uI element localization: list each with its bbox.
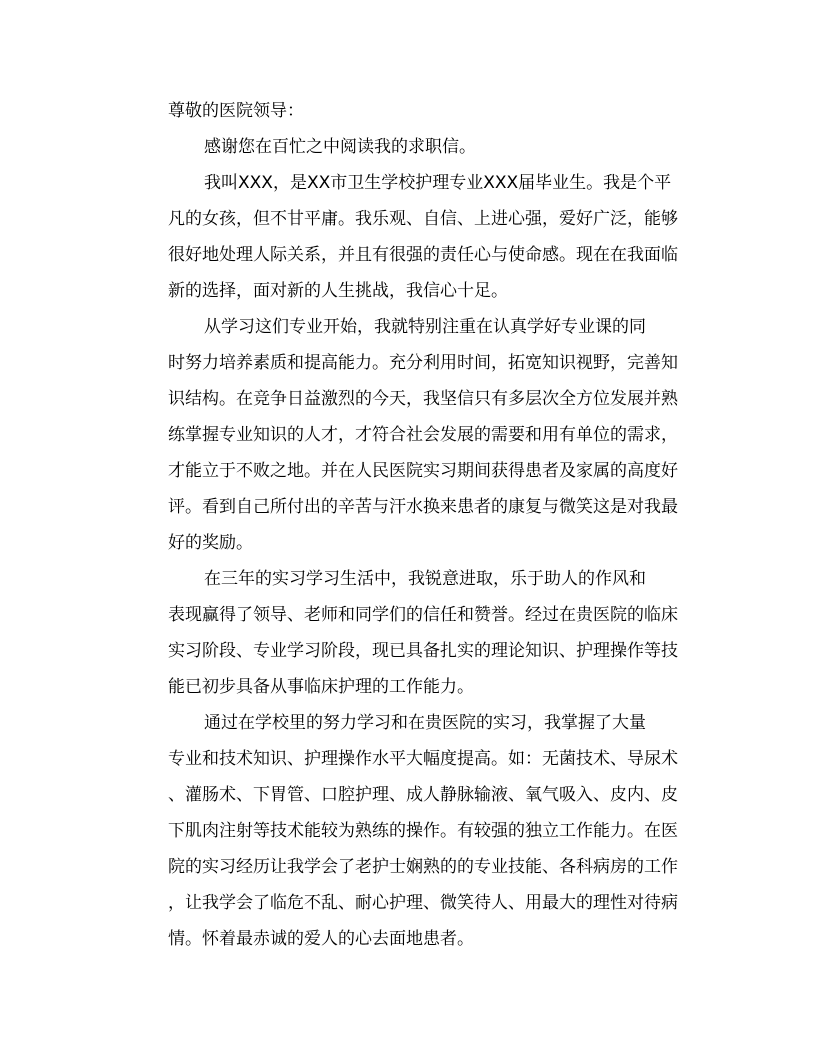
paragraph-4-line-4: 能已初步具备从事临床护理的工作能力。 — [168, 677, 474, 697]
paragraph-2-line-1: 我叫XXX，是XX市卫生学校护理专业XXX届毕业生。我是个平 — [204, 173, 672, 193]
paragraph-2-line-2: 凡的女孩，但不甘平庸。我乐观、自信、上进心强，爱好广泛，能够 — [168, 209, 678, 229]
paragraph-5-line-6: ，让我学会了临危不乱、耐心护理、微笑待人、用最大的理性对待病 — [168, 893, 678, 913]
paragraph-3-line-1: 从学习这们专业开始，我就特别注重在认真学好专业课的同 — [204, 317, 646, 337]
paragraph-5-line-5: 院的实习经历让我学会了老护士娴熟的的专业技能、各科病房的工作 — [168, 857, 678, 877]
paragraph-5-line-1: 通过在学校里的努力学习和在贵医院的实习，我掌握了大量 — [204, 713, 646, 733]
paragraph-5-line-7: 情。怀着最赤诚的爱人的心去面地患者。 — [168, 929, 474, 949]
paragraph-3-line-7: 好的奖励。 — [168, 533, 253, 553]
paragraph-4-line-3: 实习阶段、专业学习阶段，现已具备扎实的理论知识、护理操作等技 — [168, 641, 678, 661]
paragraph-4-line-2: 表现赢得了领导、老师和同学们的信任和赞誉。经过在贵医院的临床 — [168, 605, 678, 625]
paragraph-3-line-3: 识结构。在竞争日益激烈的今天，我坚信只有多层次全方位发展并熟 — [168, 389, 678, 409]
paragraph-3-line-6: 评。看到自己所付出的辛苦与汗水换来患者的康复与微笑这是对我最 — [168, 497, 678, 517]
paragraph-2-line-4: 新的选择，面对新的人生挑战，我信心十足。 — [168, 281, 508, 301]
paragraph-3-line-5: 才能立于不败之地。并在人民医院实习期间获得患者及家属的高度好 — [168, 461, 678, 481]
paragraph-3-line-4: 练掌握专业知识的人才，才符合社会发展的需要和用有单位的需求， — [168, 425, 678, 445]
paragraph-2-line-3: 很好地处理人际关系，并且有很强的责任心与使命感。现在在我面临 — [168, 245, 678, 265]
paragraph-1-line-1: 感谢您在百忙之中阅读我的求职信。 — [204, 137, 476, 157]
paragraph-5-line-3: 、灌肠术、下胃管、口腔护理、成人静脉输液、氧气吸入、皮内、皮 — [168, 785, 678, 805]
paragraph-5-line-2: 专业和技术知识、护理操作水平大幅度提高。如：无菌技术、导尿术 — [168, 749, 678, 769]
paragraph-3-line-2: 时努力培养素质和提高能力。充分利用时间，拓宽知识视野，完善知 — [168, 353, 678, 373]
paragraph-5-line-4: 下肌肉注射等技术能较为熟练的操作。有较强的独立工作能力。在医 — [168, 821, 678, 841]
paragraph-4-line-1: 在三年的实习学习生活中，我锐意进取，乐于助人的作风和 — [204, 569, 646, 589]
letter-greeting: 尊敬的医院领导： — [168, 101, 304, 121]
